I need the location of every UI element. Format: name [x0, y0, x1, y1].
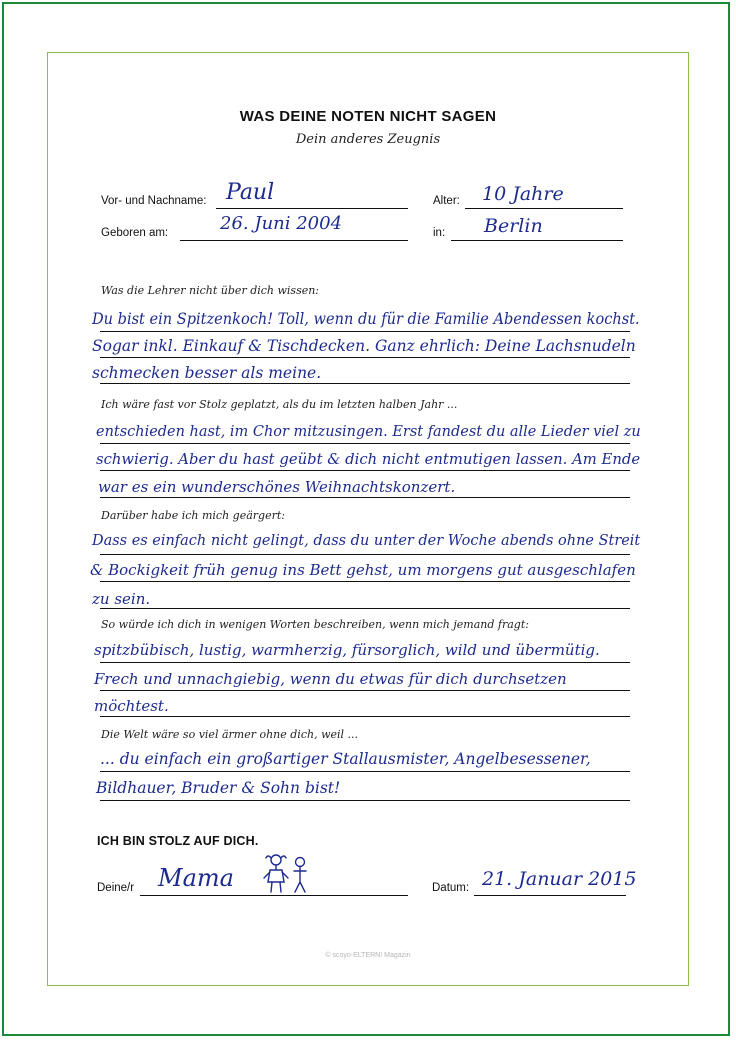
answer-line [100, 690, 630, 691]
handwritten-line: entschieden hast, im Chor mitzusingen. Erst fandest du alle Lieder viel zu [96, 422, 641, 440]
signer-label: Deine/r [97, 882, 135, 894]
answer-line [100, 662, 630, 663]
form-title: WAS DEINE NOTEN NICHT SAGEN [239, 108, 497, 125]
section-prompt: Was die Lehrer nicht über dich wissen: [101, 284, 320, 297]
handwritten-line: ... du einfach ein großartiger Stallausmister, Angelbesessener, [100, 750, 591, 768]
answer-line [100, 771, 630, 772]
answer-line [100, 554, 630, 555]
name-label: Vor- und Nachname: [101, 195, 207, 207]
form-subtitle: Dein anderes Zeugnis [295, 132, 441, 147]
copyright-text: © scoyo-ELTERN! Magazin [325, 952, 411, 959]
handwritten-line: spitzbübisch, lustig, warmherzig, fürsorglich, wild und übermütig. [94, 641, 600, 659]
stick-figures-doodle [260, 852, 316, 896]
age-underline [465, 208, 623, 209]
handwritten-line: schwierig. Aber du hast geübt & dich nicht entmutigen lassen. Am Ende [96, 450, 641, 468]
handwritten-line: Dass es einfach nicht gelingt, dass du unter der Woche abends ohne Streit [92, 531, 641, 549]
age-label: Alter: [433, 195, 460, 207]
section-prompt: Darüber habe ich mich geärgert: [101, 509, 285, 522]
born-value: 26. Juni 2004 [220, 213, 343, 234]
answer-line [100, 581, 630, 582]
handwritten-line: schmecken besser als meine. [92, 364, 322, 382]
name-underline [216, 208, 408, 209]
handwritten-line: Du bist ein Spitzenkoch! Toll, wenn du für die Familie Abendessen kochst. [92, 310, 640, 328]
handwritten-line: möchtest. [94, 697, 169, 715]
signer-value: Mama [158, 864, 234, 892]
handwritten-line: Sogar inkl. Einkauf & Tischdecken. Ganz ehrlich: Deine Lachsnudeln [92, 337, 636, 355]
answer-line [100, 608, 630, 609]
date-value: 21. Januar 2015 [482, 868, 637, 890]
section-prompt: So würde ich dich in wenigen Worten beschreiben, wenn mich jemand fragt: [101, 618, 529, 631]
answer-line [100, 357, 630, 358]
section-prompt: Die Welt wäre so viel ärmer ohne dich, weil ... [101, 728, 359, 741]
answer-line [100, 443, 630, 444]
born-label: Geboren am: [101, 227, 169, 239]
birthplace-label: in: [433, 227, 446, 239]
birthplace-underline [451, 240, 623, 241]
handwritten-line: zu sein. [92, 590, 151, 608]
section-prompt: Ich wäre fast vor Stolz geplatzt, als du im letzten halben Jahr ... [101, 398, 458, 411]
answer-line [100, 716, 630, 717]
answer-line [100, 470, 630, 471]
handwritten-line: war es ein wunderschönes Weihnachtskonzert. [98, 478, 456, 496]
date-underline [474, 895, 626, 896]
handwritten-line: Frech und unnachgiebig, wenn du etwas für dich durchsetzen [94, 670, 567, 688]
born-underline [180, 240, 408, 241]
answer-line [100, 800, 630, 801]
answer-line [100, 331, 630, 332]
answer-line [100, 497, 630, 498]
date-label: Datum: [432, 882, 470, 894]
age-value: 10 Jahre [482, 183, 564, 205]
answer-line [100, 383, 630, 384]
name-value: Paul [226, 180, 275, 205]
proud-heading: ICH BIN STOLZ AUF DICH. [97, 834, 259, 848]
birthplace-value: Berlin [484, 215, 543, 237]
handwritten-line: Bildhauer, Bruder & Sohn bist! [96, 779, 341, 797]
handwritten-line: & Bockigkeit früh genug ins Bett gehst, um morgens gut ausgeschlafen [90, 561, 636, 579]
